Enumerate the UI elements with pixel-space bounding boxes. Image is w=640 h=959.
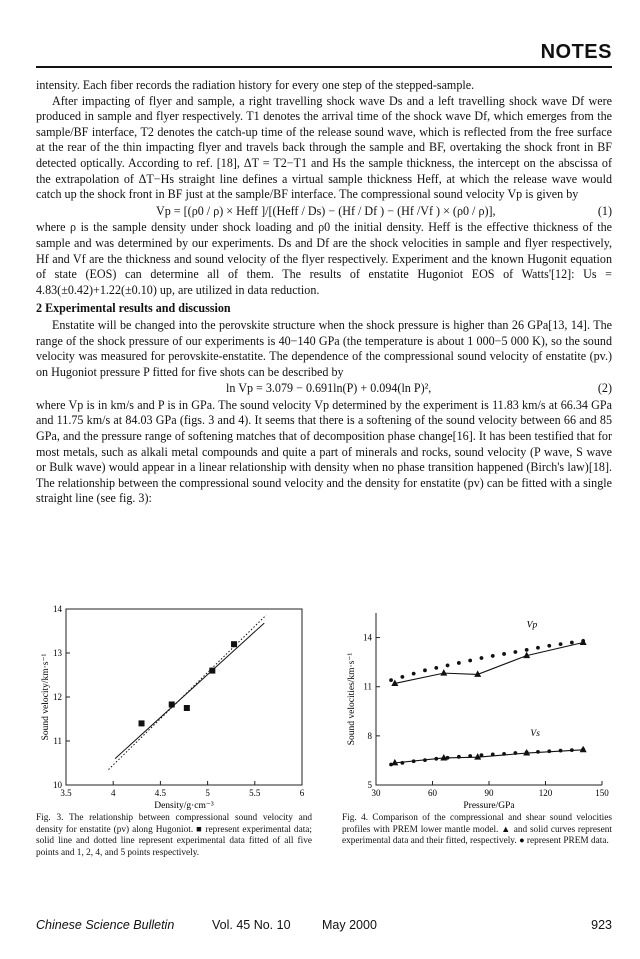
paragraph-4: Enstatite will be changed into the perovskite structure when the shock pressure is higher than 26 GPa[13, 14]. The range of the shock pressure of our experiments is 40−140 GPa (the temperature is about 1 000−5 000 K), so the sound velocity was measured for perovskite-enstatite. The dependence of the compressional sound velocity of enstatite (pv.) on Hugoniot pressure P fitted for five shots can be described by [36,317,612,379]
vs-fit-curve [395,750,583,763]
prem-point [457,755,461,759]
prem-point [502,652,506,656]
prem-point [468,754,472,758]
prem-point [570,641,574,645]
equation-2 [36,381,612,397]
plot-frame [66,609,302,785]
section-heading: 2 Experimental results and discussion [36,301,231,316]
article-body [36,78,612,507]
journal-name: Chinese Science Bulletin [36,918,175,932]
prem-point [400,761,404,765]
paragraph-2: After impacting of flyer and sample, a right travelling shock wave Ds and a left travelling shock wave Df were produced in sample and flyer respectively. T1 denotes the arrival time of the shock wave Df, which emerges from the sample/BF interface, T2 denotes the catch-up time of the release sound wave, which is reflected from the free surface at the rear of the thin impacting flyer and travels back through the sample and BF, overtaking the shock front in BF detected optically. According to ref. [18], ΔT = T2−T1 and Hs the sample thickness, the intercept on the abscissa of the extrapolation of ΔT−Hs straight line defines a virtual sample thickness Heff, at which the release wave would catch up the shock front in BF just at the sample/BF interface. The compressional sound velocity Vp is given by [36,93,612,202]
figure-4-chart [342,603,612,821]
x-tick-label: 6 [299,788,305,798]
data-point [209,668,215,674]
prem-point [446,664,450,668]
data-point [169,701,175,707]
page-number: 923 [591,918,612,932]
prem-point [559,749,563,753]
prem-point [525,648,529,652]
prem-point [502,752,506,756]
prem-point [570,748,574,752]
x-tick-label: 5 [205,788,210,798]
prem-point [468,659,472,663]
y-tick-label: 11 [363,681,372,692]
figure-4-caption: Fig. 4. Comparison of the compressional and shear sound velocities profiles with PREM lower mantle model. ▲ and solid curves represent experimental data and their fitted, respectively. ● represent PREM data. [342,813,612,847]
experimental-point [580,746,587,753]
x-tick-label: 120 [538,788,553,798]
y-tick-label: 13 [53,648,62,658]
prem-point [491,654,495,658]
y-tick-label: 10 [53,780,62,790]
prem-point [513,650,517,654]
data-point [231,641,237,647]
prem-point [412,672,416,676]
x-tick-label: 4 [110,788,116,798]
y-axis-label: Sound velocity/km·s⁻¹ [41,653,51,741]
prem-point [434,757,438,761]
equation-2-text: ln Vp = 3.079 − 0.691ln(P) + 0.094(ln P)², [226,381,432,396]
prem-point [400,675,404,679]
page-footer [36,918,612,932]
paragraph-5: where Vp is in km/s and P is in GPa. The sound velocity Vp determined by the experiment is 11.83 km/s at 66.34 GPa and 11.75 km/s at 84.03 GPa (figs. 3 and 4). It seems that there is a softening of the sound velocity between 66 and 85 GPa, and the pressure range of softening matches that of decomposition phase change[16]. It has been testified that for most metals, such as alkali metal compounds and quite a part of minerals and rocks, sound velocity (P wave, S wave or Bulk wave) would appear in a linear relationship with density when no phase transition happened (Birch's law)[18]. The relationship between the compressional sound velocity and the density for enstatite (pv) can be fitted with a single straight line (see fig. 3): [36,397,612,506]
experimental-point [580,638,587,645]
y-tick-label: 14 [363,632,372,643]
experimental-point [440,669,447,676]
figure-3-chart [36,603,326,821]
figures [36,603,612,879]
x-axis-label: Pressure/GPa [463,801,515,811]
y-tick-label: 5 [367,780,372,790]
equation-1 [36,204,612,220]
prem-point [491,752,495,756]
x-tick-label: 3.5 [60,788,72,798]
y-tick-label: 14 [53,604,62,614]
y-tick-label: 12 [53,692,62,702]
x-tick-label: 150 [595,788,609,798]
fit-line-solid [115,623,264,759]
plot-axes [376,613,602,785]
prem-point [412,759,416,763]
vp-series-label: Vp [526,620,538,631]
x-tick-label: 90 [484,788,494,798]
prem-point [559,642,563,646]
prem-point [389,678,393,682]
equation-1-number: (1) [597,203,612,218]
vp-fit-curve [395,642,583,683]
vs-series-label: Vs [530,728,540,739]
prem-point [434,666,438,670]
prem-point [480,656,484,660]
equation-1-text: Vp = [(ρ0 / ρ) × Heff ]/[(Heff / Ds) − (Hf / Df ) − (Hf /Vf ) × (ρ0 / ρ)], [156,203,496,218]
paragraph-1: intensity. Each fiber records the radiation history for every one step of the stepped-sample. [36,78,475,92]
data-point [139,720,145,726]
x-tick-label: 5.5 [249,788,261,798]
y-axis-label: Sound velocities/km·s⁻¹ [347,652,357,746]
figure-3-caption: Fig. 3. The relationship between compressional sound velocity and density for enstatite (pv) along Hugoniot. ■ represent experimental data; solid line and dotted line represent experimental data fitted of all five points and 1, 2, 4, and 5 points respectively. [36,813,312,859]
prem-point [423,668,427,672]
prem-point [457,661,461,665]
x-tick-label: 30 [371,788,381,798]
y-tick-label: 8 [367,730,372,741]
experimental-point [523,749,530,756]
prem-point [423,758,427,762]
page-header [36,40,612,68]
prem-point [480,753,484,757]
issue-date: May 2000 [322,918,377,932]
prem-point [536,646,540,650]
x-tick-label: 4.5 [154,788,167,798]
y-tick-label: 11 [53,736,62,746]
equation-2-number: (2) [597,381,612,396]
volume-number: Vol. 45 No. 10 [212,918,291,932]
x-axis-label: Density/g·cm⁻³ [154,801,214,811]
prem-point [513,751,517,755]
prem-point [547,749,551,753]
paragraph-3: where ρ is the sample density under shock loading and ρ0 the initial density. Heff is the effective thickness of the sample and was determined by our experiments. Ds and Df are the shock velocities in sample and flyer respectively, Hf and Vf are the thickness and sound velocity of the flyer respectively. Experiment and the known Hugonit equation of state (EOS) can determine all of them. The results of enstatite Hugoniot EOS of Watts'[12]: Us = 4.83(±0.42)+1.22(±0.10) up, are utilized in data reduction. [36,220,612,297]
prem-point [547,644,551,648]
data-point [184,705,190,711]
x-tick-label: 60 [428,788,437,798]
prem-point [536,750,540,754]
section-title: NOTES [540,41,612,63]
